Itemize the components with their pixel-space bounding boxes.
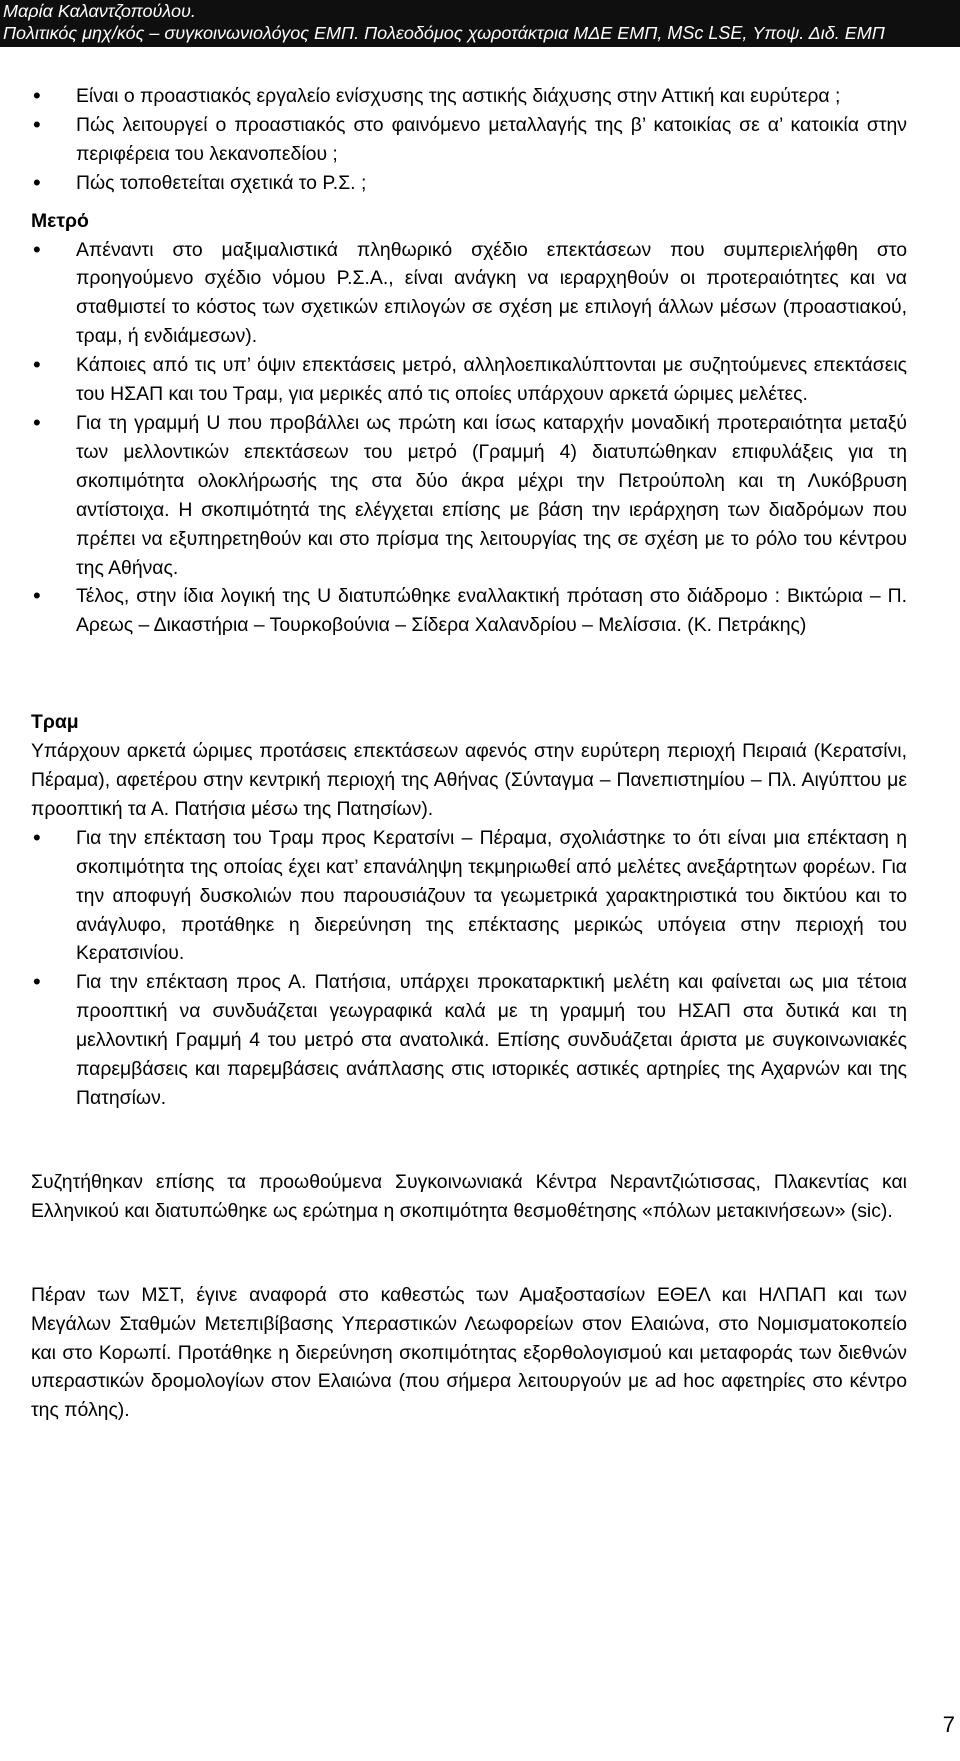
tram-bullet-list [31, 824, 907, 1113]
page-header [0, 0, 960, 47]
section-heading-tram: Τραμ [31, 711, 79, 734]
intro-question-list [31, 82, 907, 198]
list-item: • Για τη γραμμή U που προβάλλει ως πρώτη και ίσως καταρχήν μοναδική προτεραιότητα μεταξύ των μελλοντικών επεκτάσεων του μετρό (Γραμμή 4) διατυπώθηκαν επιφυλάξεις για τη σκοπιμότητα ολοκλήρωσής της στα δύο άκρα μέχρι την Πετρούπολη και τη Λυκόβρυση αντίστοιχα. Η σκοπιμότητά της ελέγχεται επίσης με βάση την ιεράρχηση των διαδρόμων που πρέπει να εξυπηρετηθούν και στο πρίσμα της λειτουργίας της σε σχέση με το ρόλο του κέντρου της Αθήνας. [31, 409, 907, 582]
header-author: Μαρία Καλαντζοπούλου. [3, 1, 196, 21]
list-item: • Τέλος, στην ίδια λογική της U διατυπώθηκε εναλλακτική πρόταση στο διάδρομο : Βικτώρια – Π. Αρεως – Δικαστήρια – Τουρκοβούνια – Σίδερα Χαλανδρίου – Μελίσσια. (Κ. Πετράκης) [31, 582, 907, 640]
section-heading-metro: Μετρό [31, 209, 89, 232]
document-body [31, 82, 907, 1425]
list-item: • Είναι ο προαστιακός εργαλείο ενίσχυσης της αστικής διάχυσης στην Αττική και ευρύτερα ; [31, 82, 907, 111]
bus-depots-paragraph: Πέραν των ΜΣΤ, έγινε αναφορά στο καθεστώς των Αμαξοστασίων ΕΘΕΛ και ΗΛΠΑΠ και των Μεγάλων Σταθμών Μετεπιβίβασης Υπεραστικών Λεωφορείων στον Ελαιώνα, στο Νομισματοκοπείο και στο Κορωπί. Προτάθηκε η διερεύνηση σκοπιμότητας εξορθολογισμού και μεταφοράς των διεθνών υπεραστικών δρομολογίων στον Ελαιώνα (που σήμερα λειτουργούν με ad hoc αφετηρίες στο κέντρο της πόλης). [31, 1283, 907, 1422]
header-credentials: Πολιτικός μηχ/κός – συγκοινωνιολόγος ΕΜΠ. Πολεοδόμος χωροτάκτρια ΜΔΕ ΕΜΠ, MSc LSE, Υποψ. Διδ. ΕΜΠ [3, 23, 885, 43]
list-item: • Κάποιες από τις υπ’ όψιν επεκτάσεις μετρό, αλληλοεπικαλύπτονται με συζητούμενες επεκτάσεις του ΗΣΑΠ και του Τραμ, για μερικές από τις οποίες υπάρχουν αρκετά ώριμες μελέτες. [31, 351, 907, 409]
list-item: • Πώς λειτουργεί ο προαστιακός στο φαινόμενο μεταλλαγής της β’ κατοικίας σε α’ κατοικία στην περιφέρεια του λεκανοπεδίου ; [31, 111, 907, 169]
metro-bullet-list [31, 236, 907, 641]
transport-hubs-paragraph: Συζητήθηκαν επίσης τα προωθούμενα Συγκοινωνιακά Κέντρα Νεραντζιώτισσας, Πλακεντίας και Ελληνικού και διατυπώθηκε ως ερώτημα η σκοπιμότητα θεσμοθέτησης «πόλων μετακινήσεων» (sic). [31, 1170, 907, 1222]
list-item: • Για την επέκταση προς Α. Πατήσια, υπάρχει προκαταρκτική μελέτη και φαίνεται ως μια τέτοια προοπτική να συνδυάζεται γεωγραφικά καλά με τη γραμμή του ΗΣΑΠ στα δυτικά και τη μελλοντική Γραμμή 4 του μετρό στα ανατολικά. Επίσης συνδυάζεται άριστα με συγκοινωνιακές παρεμβάσεις και παρεμβάσεις ανάπλασης στις ιστορικές αστικές αρτηρίες της Αχαρνών και της Πατησίων. [31, 968, 907, 1113]
list-item: • Πώς τοποθετείται σχετικά το Ρ.Σ. ; [31, 169, 907, 198]
list-item: • Για την επέκταση του Τραμ προς Κερατσίνι – Πέραμα, σχολιάστηκε το ότι είναι μια επέκταση η σκοπιμότητα της οποίας έχει κατ’ επανάληψη τεκμηριωθεί από μελέτες ανεξάρτητων φορέων. Για την αποφυγή δυσκολιών που παρουσιάζουν τα γεωμετρικά χαρακτηριστικά του δικτύου και το ανάγλυφο, προτάθηκε η διερεύνηση της επέκτασης μερικώς υπόγεια στην περιοχή του Κερατσινίου. [31, 824, 907, 969]
page-number: 7 [942, 1712, 955, 1737]
tram-intro-paragraph: Υπάρχουν αρκετά ώριμες προτάσεις επεκτάσεων αφενός στην ευρύτερη περιοχή Πειραιά (Κερατσίνι, Πέραμα), αφετέρου στην κεντρική περιοχή της Αθήνας (Σύνταγμα – Πανεπιστημίου – Πλ. Αιγύπτου με προοπτική τα Α. Πατήσια μέσω της Πατησίων). [31, 740, 907, 820]
list-item: • Απέναντι στο μαξιμαλιστικά πληθωρικό σχέδιο επεκτάσεων που συμπεριελήφθη στο προηγούμενο σχέδιο νόμου Ρ.Σ.Α., είναι ανάγκη να ιεραρχηθούν οι προτεραιότητες και να σταθμιστεί το κόστος των σχετικών επιλογών σε σχέση με επιλογή άλλων μέσων (προαστιακού, τραμ, ή ενδιάμεσων). [31, 236, 907, 352]
